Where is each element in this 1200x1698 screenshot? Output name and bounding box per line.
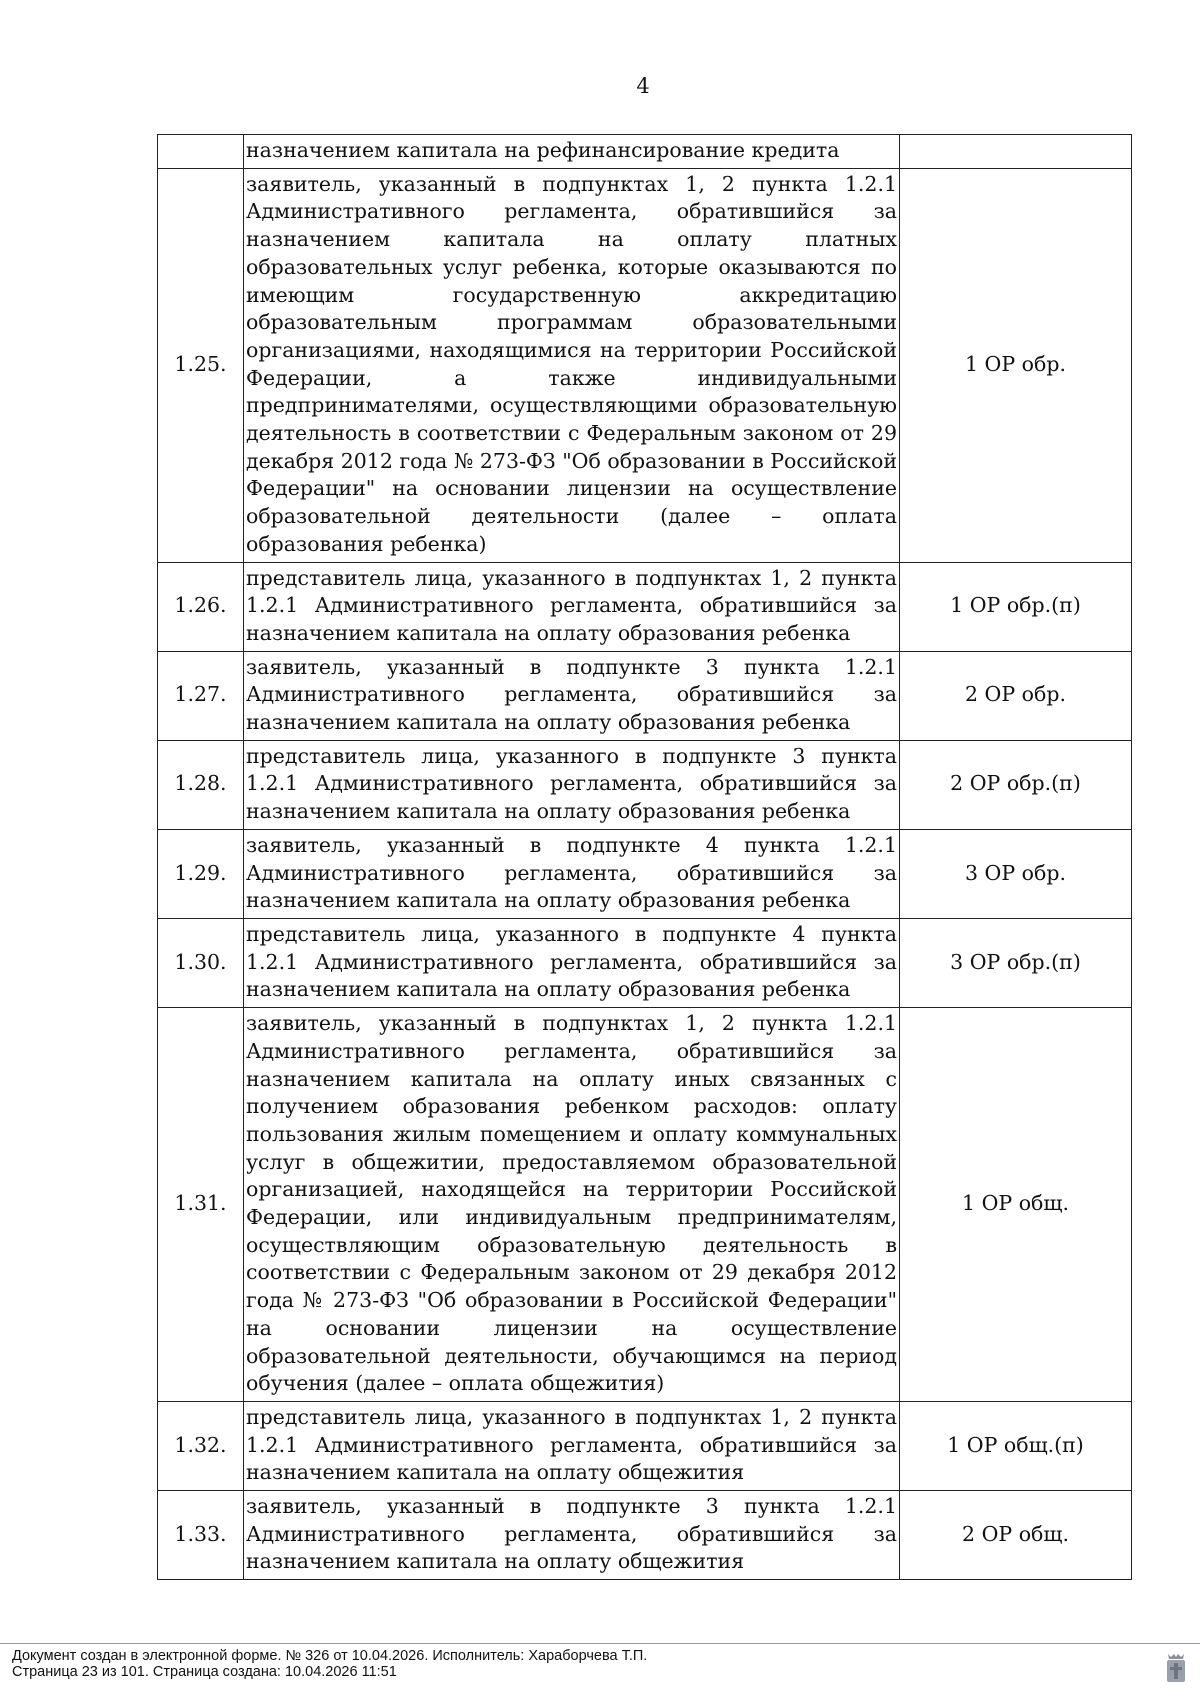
- row-number: 1.26.: [158, 562, 244, 651]
- table-row: [158, 1401, 1132, 1490]
- row-code: 1 ОР общ.: [900, 1008, 1132, 1402]
- table-row: [158, 562, 1132, 651]
- row-number: 1.32.: [158, 1401, 244, 1490]
- row-description: представитель лица, указанного в подпунктах 1, 2 пункта 1.2.1 Административного регламента, обратившийся за назначением капитала на оплату образования ребенка: [244, 562, 900, 651]
- row-code: 1 ОР обр.(п): [900, 562, 1132, 651]
- coat-of-arms-icon: [1164, 1652, 1188, 1686]
- row-number: 1.31.: [158, 1008, 244, 1402]
- row-code: [900, 135, 1132, 169]
- table-row: [158, 1008, 1132, 1402]
- row-number: 1.30.: [158, 918, 244, 1007]
- row-number: 1.28.: [158, 740, 244, 829]
- row-number: [158, 135, 244, 169]
- table-row: [158, 918, 1132, 1007]
- table-row: [158, 740, 1132, 829]
- row-number: 1.25.: [158, 168, 244, 562]
- row-code: 2 ОР общ.: [900, 1491, 1132, 1580]
- row-description: представитель лица, указанного в подпункте 3 пункта 1.2.1 Административного регламента, обратившийся за назначением капитала на оплату образования ребенка: [244, 740, 900, 829]
- document-footer: [12, 1648, 647, 1680]
- row-description: назначением капитала на рефинансирование кредита: [244, 135, 900, 169]
- row-code: 1 ОР общ.(п): [900, 1401, 1132, 1490]
- row-number: 1.33.: [158, 1491, 244, 1580]
- row-description: представитель лица, указанного в подпункте 4 пункта 1.2.1 Административного регламента, обратившийся за назначением капитала на оплату образования ребенка: [244, 918, 900, 1007]
- row-code: 2 ОР обр.: [900, 651, 1132, 740]
- row-description: заявитель, указанный в подпункте 4 пункта 1.2.1 Административного регламента, обратившийся за назначением капитала на оплату образования ребенка: [244, 829, 900, 918]
- row-description: представитель лица, указанного в подпунктах 1, 2 пункта 1.2.1 Административного регламента, обратившийся за назначением капитала на оплату общежития: [244, 1401, 900, 1490]
- row-description: заявитель, указанный в подпунктах 1, 2 пункта 1.2.1 Административного регламента, обратившийся за назначением капитала на оплату иных связанных с получением образования ребенком расходов: оплату пользования жилым помещением и оплату коммунальных услуг в общежитии, предоставляемом образовательной организацией, находящейся на территории Российской Федерации, или индивидуальным предпринимателям, осуществляющим образовательную деятельность в соответствии с Федеральным законом от 29 декабря 2012 года № 273-ФЗ "Об образовании в Российской Федерации" на основании лицензии на осуществление образовательной деятельности, обучающимся на период обучения (далее – оплата общежития): [244, 1008, 900, 1402]
- footer-page-info: Страница 23 из 101. Страница создана: 10.04.2026 11:51: [12, 1664, 397, 1680]
- regulation-table: [157, 134, 1132, 1580]
- table-row: [158, 829, 1132, 918]
- page-number: 4: [636, 74, 650, 98]
- footer-divider: [0, 1643, 1200, 1644]
- row-number: 1.29.: [158, 829, 244, 918]
- row-code: 1 ОР обр.: [900, 168, 1132, 562]
- table-row: [158, 168, 1132, 562]
- table-row: [158, 1491, 1132, 1580]
- row-description: заявитель, указанный в подпункте 3 пункта 1.2.1 Административного регламента, обратившийся за назначением капитала на оплату образования ребенка: [244, 651, 900, 740]
- table-row: [158, 651, 1132, 740]
- table-row: [158, 135, 1132, 169]
- row-code: 3 ОР обр.(п): [900, 918, 1132, 1007]
- footer-document-info: Документ создан в электронной форме. № 326 от 10.04.2026. Исполнитель: Хараборчева Т.П.: [12, 1648, 648, 1664]
- row-code: 2 ОР обр.(п): [900, 740, 1132, 829]
- row-number: 1.27.: [158, 651, 244, 740]
- row-description: заявитель, указанный в подпункте 3 пункта 1.2.1 Административного регламента, обратившийся за назначением капитала на оплату общежития: [244, 1491, 900, 1580]
- row-code: 3 ОР обр.: [900, 829, 1132, 918]
- row-description: заявитель, указанный в подпунктах 1, 2 пункта 1.2.1 Административного регламента, обратившийся за назначением капитала на оплату платных образовательных услуг ребенка, которые оказываются по имеющим государственную аккредитацию образовательным программам образовательными организациями, находящимися на территории Российской Федерации, а также индивидуальными предпринимателями, осуществляющими образовательную деятельность в соответствии с Федеральным законом от 29 декабря 2012 года № 273-ФЗ "Об образовании в Российской Федерации" на основании лицензии на осуществление образовательной деятельности (далее – оплата образования ребенка): [244, 168, 900, 562]
